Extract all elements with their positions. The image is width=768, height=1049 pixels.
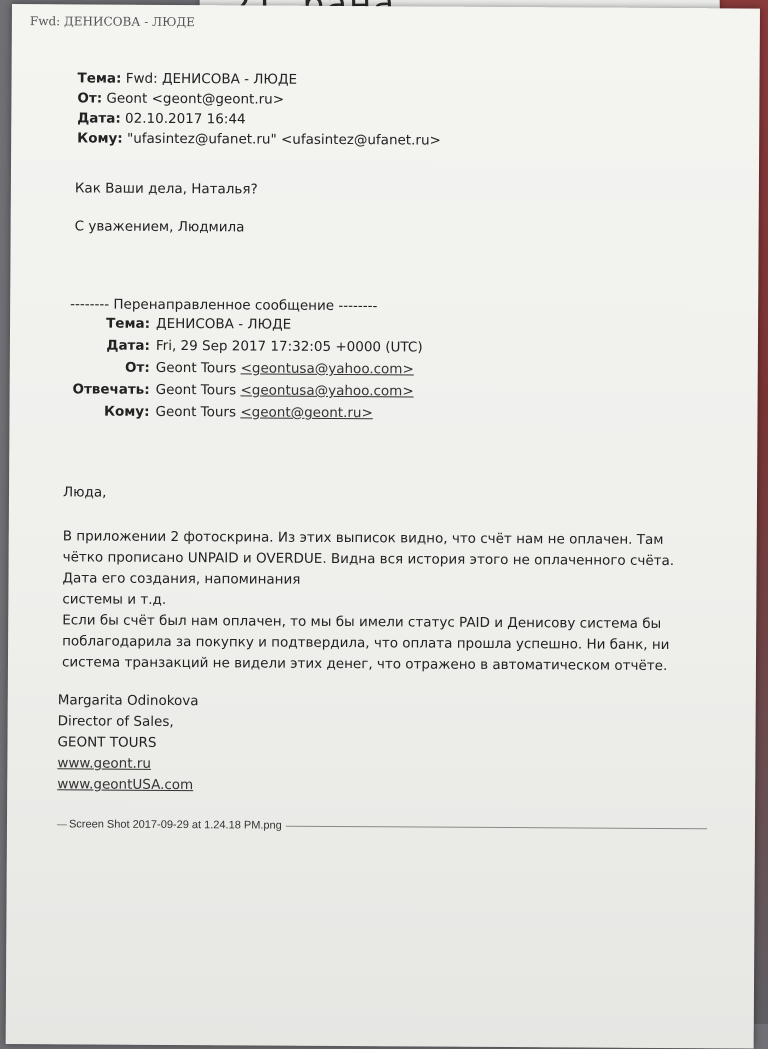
header-subject: Тема: Fwd: ДЕНИСОВА - ЛЮДЕ: [77, 70, 298, 88]
greeting-text: Как Ваши дела, Наталья?: [74, 180, 258, 198]
fwd-from-email-link[interactable]: <geontusa@yahoo.com>: [240, 360, 414, 378]
divider-line-left: [57, 824, 67, 825]
regards-text: С уважением, Людмила: [74, 218, 245, 236]
paragraph-line: Если бы счёт был нам оплачен, то мы бы имели статус PAID и Денисову система бы: [62, 612, 662, 632]
forwarded-separator: -------- Перенаправленное сообщение --------: [70, 296, 378, 315]
paragraph-line: Дата его создания, напоминания: [62, 570, 301, 588]
fwd-date-row: Дата: Fri, 29 Sep 2017 17:32:05 +0000 (UTC): [106, 337, 423, 356]
fwd-from-row: От: Geont Tours <geontusa@yahoo.com>: [125, 359, 414, 378]
paragraph-line: система транзакций не видели этих денег, что отражено в автоматическом отчёте.: [61, 654, 668, 675]
fwd-reply-row: Отвечать: Geont Tours <geontusa@yahoo.com>: [72, 381, 414, 400]
signature-title: Director of Sales,: [57, 713, 174, 731]
paragraph-line: системы и т.д.: [62, 591, 167, 608]
signature-link-geont-ru[interactable]: www.geont.ru: [57, 755, 151, 772]
signature-name: Margarita Odinokova: [57, 692, 199, 710]
forwarded-message-header: [69, 296, 422, 424]
fwd-reply-email-link[interactable]: <geontusa@yahoo.com>: [240, 382, 414, 400]
email-header: [77, 68, 441, 150]
header-date: Дата: 02.10.2017 16:44: [77, 110, 246, 128]
attachment-divider: [57, 818, 707, 834]
attachment-filename: Screen Shot 2017-09-29 at 1.24.18 PM.png: [68, 818, 282, 832]
divider-line-right: [286, 825, 707, 829]
print-header-label: Fwd: ДЕНИСОВА - ЛЮДЕ: [29, 14, 195, 30]
signature-link-geontusa[interactable]: www.geontUSA.com: [57, 776, 194, 794]
fwd-subject-row: Тема: ДЕНИСОВА - ЛЮДЕ: [106, 315, 292, 333]
header-from: От: Geont <geont@geont.ru>: [77, 90, 285, 108]
paragraph-line: поблагодарила за покупку и подтвердила, что оплата прошла успешно. Ни банк, ни: [62, 633, 670, 654]
printed-email-page: [6, 4, 760, 1049]
salutation-text: Люда,: [62, 484, 107, 501]
signature-company: GEONT TOURS: [57, 734, 157, 751]
signature-block: [57, 690, 198, 796]
fwd-to-row: Кому: Geont Tours <geont@geont.ru>: [103, 403, 373, 422]
header-to: Кому: "ufasintez@ufanet.ru" <ufasintez@ufanet.ru>: [77, 130, 441, 149]
message-paragraph: [62, 526, 674, 677]
paragraph-line: чётко прописано UNPAID и OVERDUE. Видна вся история этого не оплаченного счёта.: [62, 549, 675, 570]
paragraph-line: В приложении 2 фотоскрина. Из этих выписок видно, что счёт нам не оплачен. Там: [62, 528, 664, 548]
fwd-to-email-link[interactable]: <geont@geont.ru>: [240, 404, 373, 422]
